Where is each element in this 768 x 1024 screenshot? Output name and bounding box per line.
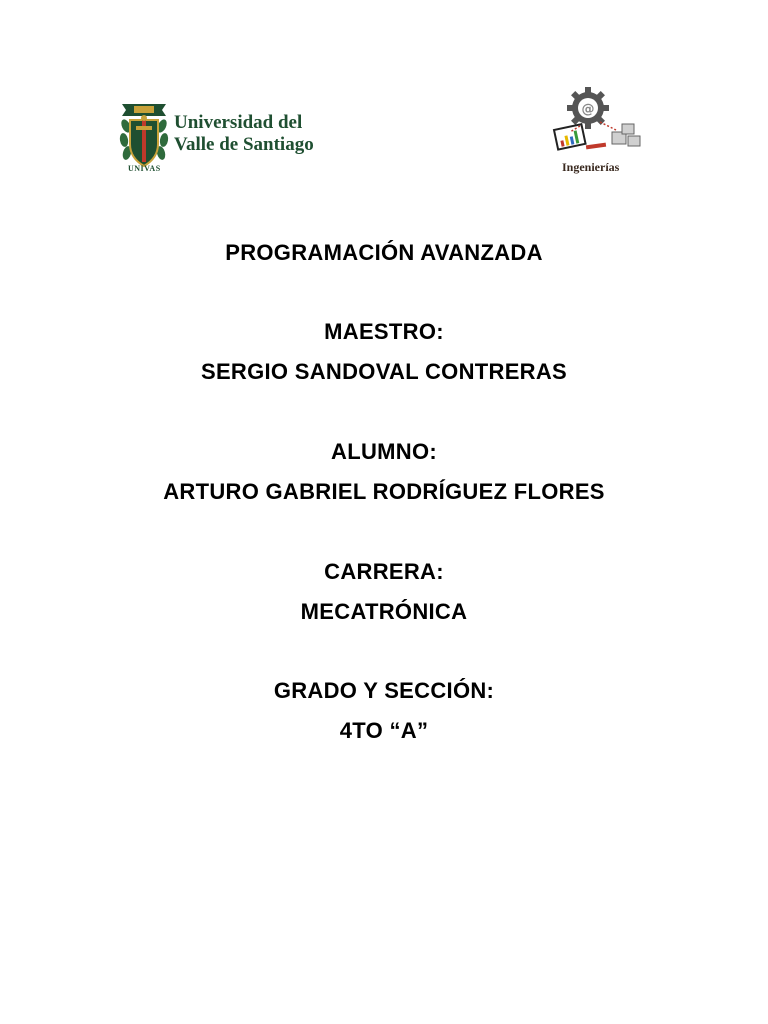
university-acronym: UNIVAS — [128, 164, 161, 173]
university-name-line2: Valle de Santiago — [174, 134, 314, 155]
svg-text:@: @ — [581, 102, 595, 117]
university-logo — [118, 96, 318, 178]
teacher-label: MAESTRO: — [324, 319, 444, 344]
course-title: PROGRAMACIÓN AVANZADA — [225, 240, 543, 265]
faculty-logo — [540, 86, 660, 186]
grade-label: GRADO Y SECCIÓN: — [273, 678, 495, 703]
grade-value: 4TO “A” — [339, 718, 429, 743]
gear-at-icon — [540, 86, 660, 160]
student-name: ARTURO GABRIEL RODRÍGUEZ FLORES — [163, 479, 605, 504]
university-name — [174, 112, 314, 156]
career-label: CARRERA: — [324, 559, 444, 584]
faculty-label: Ingenierías — [562, 160, 620, 174]
student-label: ALUMNO: — [331, 439, 437, 464]
teacher-name: SERGIO SANDOVAL CONTRERAS — [200, 359, 568, 384]
career-name: MECATRÓNICA — [300, 599, 468, 624]
university-name-line1: Universidad del — [174, 112, 303, 133]
